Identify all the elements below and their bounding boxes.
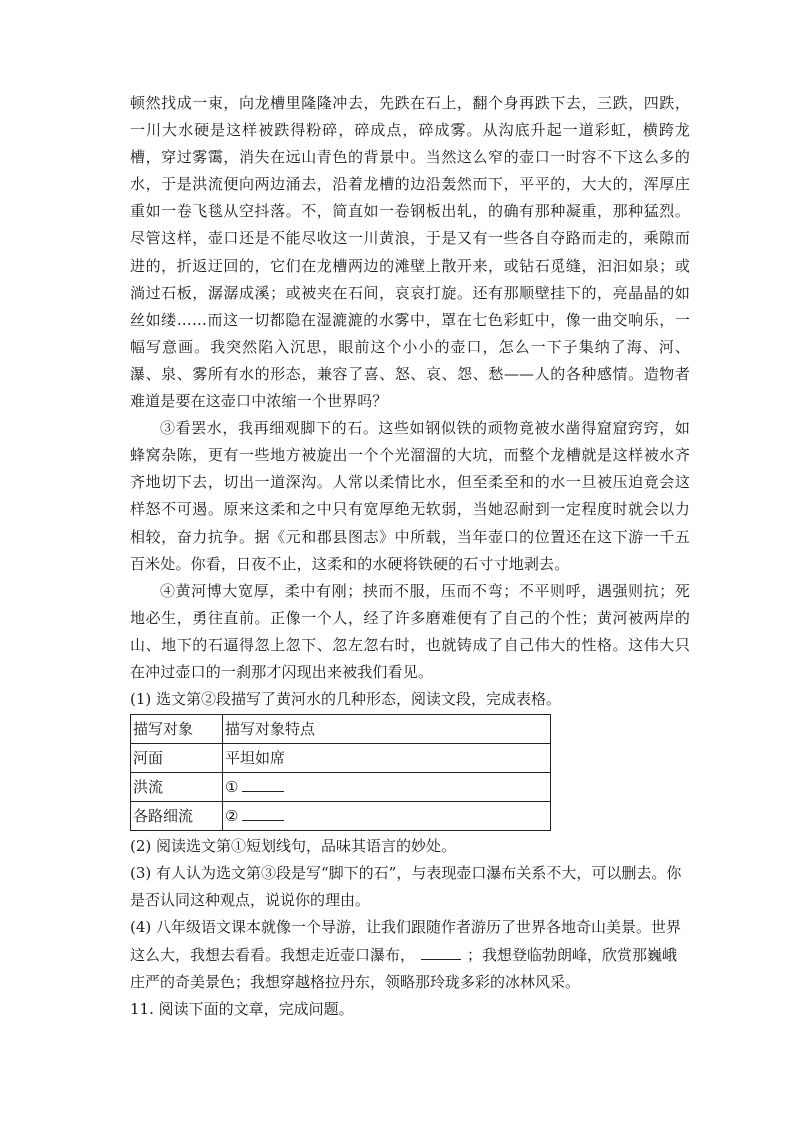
table-cell-object: 洪流 [131, 773, 223, 802]
blank-marker: ① [225, 778, 239, 797]
question-3: (3) 有人认为选文第③段是写“脚下的石”，与表现壶口瀑布关系不大，可以删去。你是否认同这种观点，说说你的理由。 [130, 864, 682, 910]
question-4 [130, 914, 690, 995]
table-row [131, 773, 551, 802]
answer-blank-1[interactable] [242, 777, 284, 792]
table-cell-feature [223, 773, 551, 802]
question-4-text-after: ；我想登临勃朗峰，欣赏那巍峨庄严的奇美景色；我想穿越格拉丹东，领略那玲珑多彩的冰林风采。 [130, 945, 678, 991]
table-row [131, 802, 551, 831]
passage-paragraph-4: ④黄河博大宽厚，柔中有刚；挟而不服，压而不弯；不平则呼，遇强则抗；死地必生，勇往直前。正像一个人，经了许多磨难便有了自己的个性；黄河被两岸的山、地下的石逼得忽上忽下、忽左忽右时，也就铸成了自己伟大的性格。这伟大只在冲过壶口的一刹那才闪现出来被我们看见。 [130, 581, 690, 681]
table-header-row [131, 715, 551, 744]
table-header-cell: 描写对象特点 [223, 715, 551, 744]
table-row [131, 744, 551, 773]
question-1: (1) 选文第②段描写了黄河水的几种形态，阅读文段，完成表格。 [130, 690, 562, 709]
question-2: (2) 阅读选文第①短划线句，品味其语言的妙处。 [130, 837, 457, 856]
question-4-text-before: (4) 八年级语文课本就像一个导游，让我们跟随作者游历了世界各地奇山美景。世界这么大，我想去看看。我想走近壶口瀑布， [130, 918, 682, 964]
table-cell-feature [223, 802, 551, 831]
table-cell-object: 各路细流 [131, 802, 223, 831]
answer-table [130, 714, 551, 831]
answer-blank-2[interactable] [242, 806, 284, 821]
blank-marker: ② [225, 807, 239, 826]
table-cell-object: 河面 [131, 744, 223, 773]
table-cell-feature: 平坦如席 [223, 744, 551, 773]
passage-paragraph-2-continued: 顿然找成一束，向龙槽里隆隆冲去，先跌在石上，翻个身再跌下去，三跌，四跌，一川大水硬是这样被跌得粉碎，碎成点，碎成雾。从沟底升起一道彩虹，横跨龙槽，穿过雾霭，消失在远山青色的背景中。当然这么窄的壶口一时容不下这么多的水，于是洪流便向两边涌去，沿着龙槽的边沿轰然而下，平平的，大大的，浑厚庄重如一卷飞毯从空抖落。不，简直如一卷钢板出轧，的确有那种凝重，那种猛烈。尽管这样，壶口还是不能尽收这一川黄浪，于是又有一些各自夺路而走的，乘隙而进的，折返迂回的，它们在龙槽两边的滩壁上散开来，或钻石觅缝，汩汩如泉；或淌过石板，潺潺成溪；或被夹在石间，哀哀打旋。还有那顺壁挂下的，亮晶晶的如丝如缕……而这一切都隐在湿漉漉的水雾中，罩在七色彩虹中，像一曲交响乐，一幅写意画。我突然陷入沉思，眼前这个小小的壶口，怎么一下子集纳了海、河、瀑、泉、雾所有水的形态，兼容了喜、怒、哀、怨、愁——人的各种感情。造物者难道是要在这壶口中浓缩一个世界吗？ [130, 94, 690, 411]
question-11-heading: 11. 阅读下面的文章，完成问题。 [130, 999, 354, 1018]
answer-blank-4[interactable] [421, 945, 461, 960]
table-header-cell: 描写对象 [131, 715, 223, 744]
content-column [130, 90, 690, 1023]
passage-paragraph-3: ③看罢水，我再细观脚下的石。这些如钢似铁的顽物竟被水凿得窟窟窍窍，如蜂窝杂陈，更有一些地方被旋出一个个光溜溜的大坑，而整个龙槽就是这样被水齐齐地切下去，切出一道深沟。人常以柔情比水，但至柔至和的水一旦被压迫竟会这样怒不可遏。原来这柔和之中只有宽厚绝无软弱，当她忍耐到一定程度时就会以力相较，奋力抗争。据《元和郡县图志》中所载，当年壶口的位置还在这下游一千五百米处。你看，日夜不止，这柔和的水硬将铁硬的石寸寸地剥去。 [130, 419, 690, 573]
